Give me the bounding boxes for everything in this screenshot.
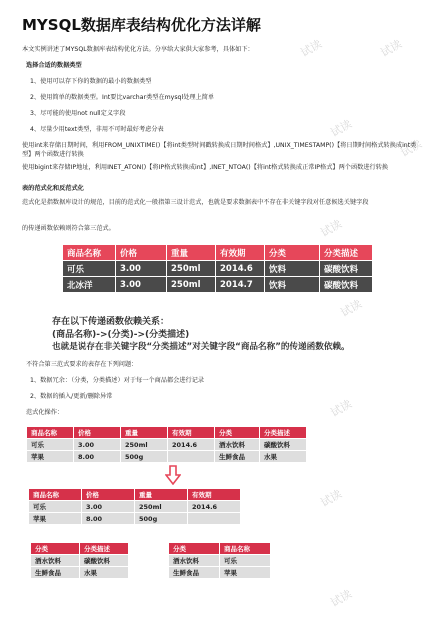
table-cell: 250ml	[167, 261, 216, 277]
list-item: 1、使用可以存下你的数据的最小的数据类型	[30, 78, 152, 85]
table-header-cell: 分类	[169, 543, 220, 555]
watermark: 试读	[318, 487, 345, 510]
table-header-cell: 分类	[265, 245, 320, 261]
table-cell: 500g	[135, 513, 188, 525]
table-row	[27, 451, 307, 463]
watermark: 试读	[338, 297, 365, 320]
table-cell: 8.00	[82, 513, 135, 525]
table-cell: 碳酸饮料	[260, 439, 307, 451]
table-header-cell: 有效期	[168, 427, 215, 439]
table-row	[169, 567, 271, 579]
table-header-cell: 重量	[121, 427, 168, 439]
watermark: 试读	[378, 37, 405, 60]
table-header-row	[27, 427, 307, 439]
list-item: 2、使用简单的数据类型。Int要比varchar类型在mysql处理上简单	[30, 94, 215, 101]
table-cell: 生鲜食品	[169, 567, 220, 579]
table-header-row	[31, 543, 129, 555]
product-table-original	[62, 244, 373, 293]
table-row	[31, 555, 129, 567]
table-header-cell: 有效期	[188, 489, 241, 501]
list-item: 1、数据冗余：（分类，分类描述）对于每一个商品都会进行记录	[30, 377, 205, 384]
table-cell: 酒水饮料	[215, 439, 260, 451]
table-cell: 2014.6	[168, 439, 215, 451]
table-cell: 3.00	[74, 439, 121, 451]
table-header-row	[29, 489, 241, 501]
table-cell: 饮料	[265, 261, 320, 277]
watermark: 试读	[398, 137, 425, 160]
table-cell: 水果	[80, 567, 129, 579]
table-row	[29, 513, 241, 525]
table-cell: 3.00	[116, 261, 167, 277]
list-item: 4、尽量少用text类型，非用不可时最好考虑分表	[30, 126, 164, 133]
table-cell: 碳酸饮料	[80, 555, 129, 567]
table-cell: 2014.6	[188, 501, 241, 513]
table-cell	[188, 513, 241, 525]
page-title: MYSQL数据库表结构优化方法详解	[22, 16, 261, 34]
table-cell: 饮料	[265, 277, 320, 293]
table-cell: 可乐	[220, 555, 271, 567]
table-header-cell: 价格	[74, 427, 121, 439]
paragraph: 使用bigint来存储IP地址，利用INET_ATON()【将IP格式转换成int】,INET_NTOA()【将int格式转换成正常IP格式】两个函数进行转换	[22, 164, 389, 171]
category-product-table	[168, 542, 271, 579]
table-cell: 可乐	[63, 261, 116, 277]
table-row	[169, 555, 271, 567]
dependency-note: 也就是说存在非关键字段“分类描述”对关键字段“商品名称”的传递函数依赖。	[52, 342, 350, 352]
table-cell: 苹果	[220, 567, 271, 579]
table-cell: 酒水饮料	[169, 555, 220, 567]
table-cell: 250ml	[121, 439, 168, 451]
table-header-cell: 分类描述	[320, 245, 373, 261]
table-cell: 苹果	[29, 513, 82, 525]
table-cell: 3.00	[116, 277, 167, 293]
table-cell: 可乐	[29, 501, 82, 513]
product-table-after	[28, 488, 241, 525]
table-row	[31, 567, 129, 579]
table-header-cell: 分类	[215, 427, 260, 439]
table-cell: 苹果	[27, 451, 74, 463]
table-cell: 北冰洋	[63, 277, 116, 293]
table-cell: 碳酸饮料	[320, 277, 373, 293]
table-row	[29, 501, 241, 513]
table-cell: 水果	[260, 451, 307, 463]
table-header-cell: 分类	[31, 543, 80, 555]
watermark: 试读	[328, 117, 355, 140]
table-cell: 8.00	[74, 451, 121, 463]
table-header-cell: 分类描述	[260, 427, 307, 439]
watermark: 试读	[328, 397, 355, 420]
watermark: 试读	[318, 217, 345, 240]
table-header-cell: 重量	[167, 245, 216, 261]
table-row	[63, 261, 373, 277]
table-cell: 可乐	[27, 439, 74, 451]
table-header-row	[63, 245, 373, 261]
table-header-cell: 商品名称	[220, 543, 271, 555]
watermark: 试读	[298, 37, 325, 60]
paragraph: 范式化操作：	[26, 409, 64, 416]
list-item: 2、数据的插入/更新/删除异常	[30, 393, 113, 400]
table-header-cell: 价格	[82, 489, 135, 501]
table-header-cell: 有效期	[216, 245, 265, 261]
table-cell: 250ml	[135, 501, 188, 513]
product-table-before	[26, 426, 307, 463]
paragraph: 使用int来存储日期时间，利用FROM_UNIXTIME()【将int类型时间戳转换成日期时间格式】,UNIX_TIMESTAMP()【将日期时间格式转换成int类型】两个函数进行转换	[22, 142, 417, 158]
table-cell: 250ml	[167, 277, 216, 293]
table-cell: 2014.6	[216, 261, 265, 277]
table-header-row	[169, 543, 271, 555]
table-cell: 生鲜食品	[215, 451, 260, 463]
table-cell: 酒水饮料	[31, 555, 80, 567]
paragraph: 的传递函数依赖则符合第三范式。	[22, 225, 115, 232]
table-header-cell: 分类描述	[80, 543, 129, 555]
table-cell: 生鲜食品	[31, 567, 80, 579]
table-cell	[168, 451, 215, 463]
table-header-cell: 商品名称	[27, 427, 74, 439]
intro-text: 本文实例讲述了MYSQL数据库表结构优化方法。分享给大家供大家参考，具体如下：	[22, 46, 254, 53]
table-header-cell: 重量	[135, 489, 188, 501]
arrow-down-icon	[165, 465, 181, 485]
table-header-cell: 价格	[116, 245, 167, 261]
table-cell: 2014.7	[216, 277, 265, 293]
table-cell: 500g	[121, 451, 168, 463]
table-header-cell: 商品名称	[29, 489, 82, 501]
table-row	[63, 277, 373, 293]
table-row	[27, 439, 307, 451]
section-heading: 表的范式化和反范式化	[22, 185, 84, 192]
paragraph: 范式化是指数据库设计的规范，目前的范式化一般指第三设计范式，也就是要求数据表中不存在非关键字段对任意候选关键字段	[22, 199, 369, 206]
table-cell: 3.00	[82, 501, 135, 513]
list-item: 3、尽可能的使用not null定义字段	[30, 110, 126, 117]
watermark: 试读	[328, 587, 355, 610]
dependency-note: (商品名称)->(分类)->(分类描述)	[52, 330, 190, 340]
paragraph: 不符合第三范式要求的表存在下列问题：	[26, 361, 138, 368]
dependency-note: 存在以下传递函数依赖关系：	[52, 317, 170, 327]
table-header-cell: 商品名称	[63, 245, 116, 261]
table-cell: 碳酸饮料	[320, 261, 373, 277]
category-table	[30, 542, 129, 579]
section-heading: 选择合适的数据类型	[26, 62, 82, 69]
